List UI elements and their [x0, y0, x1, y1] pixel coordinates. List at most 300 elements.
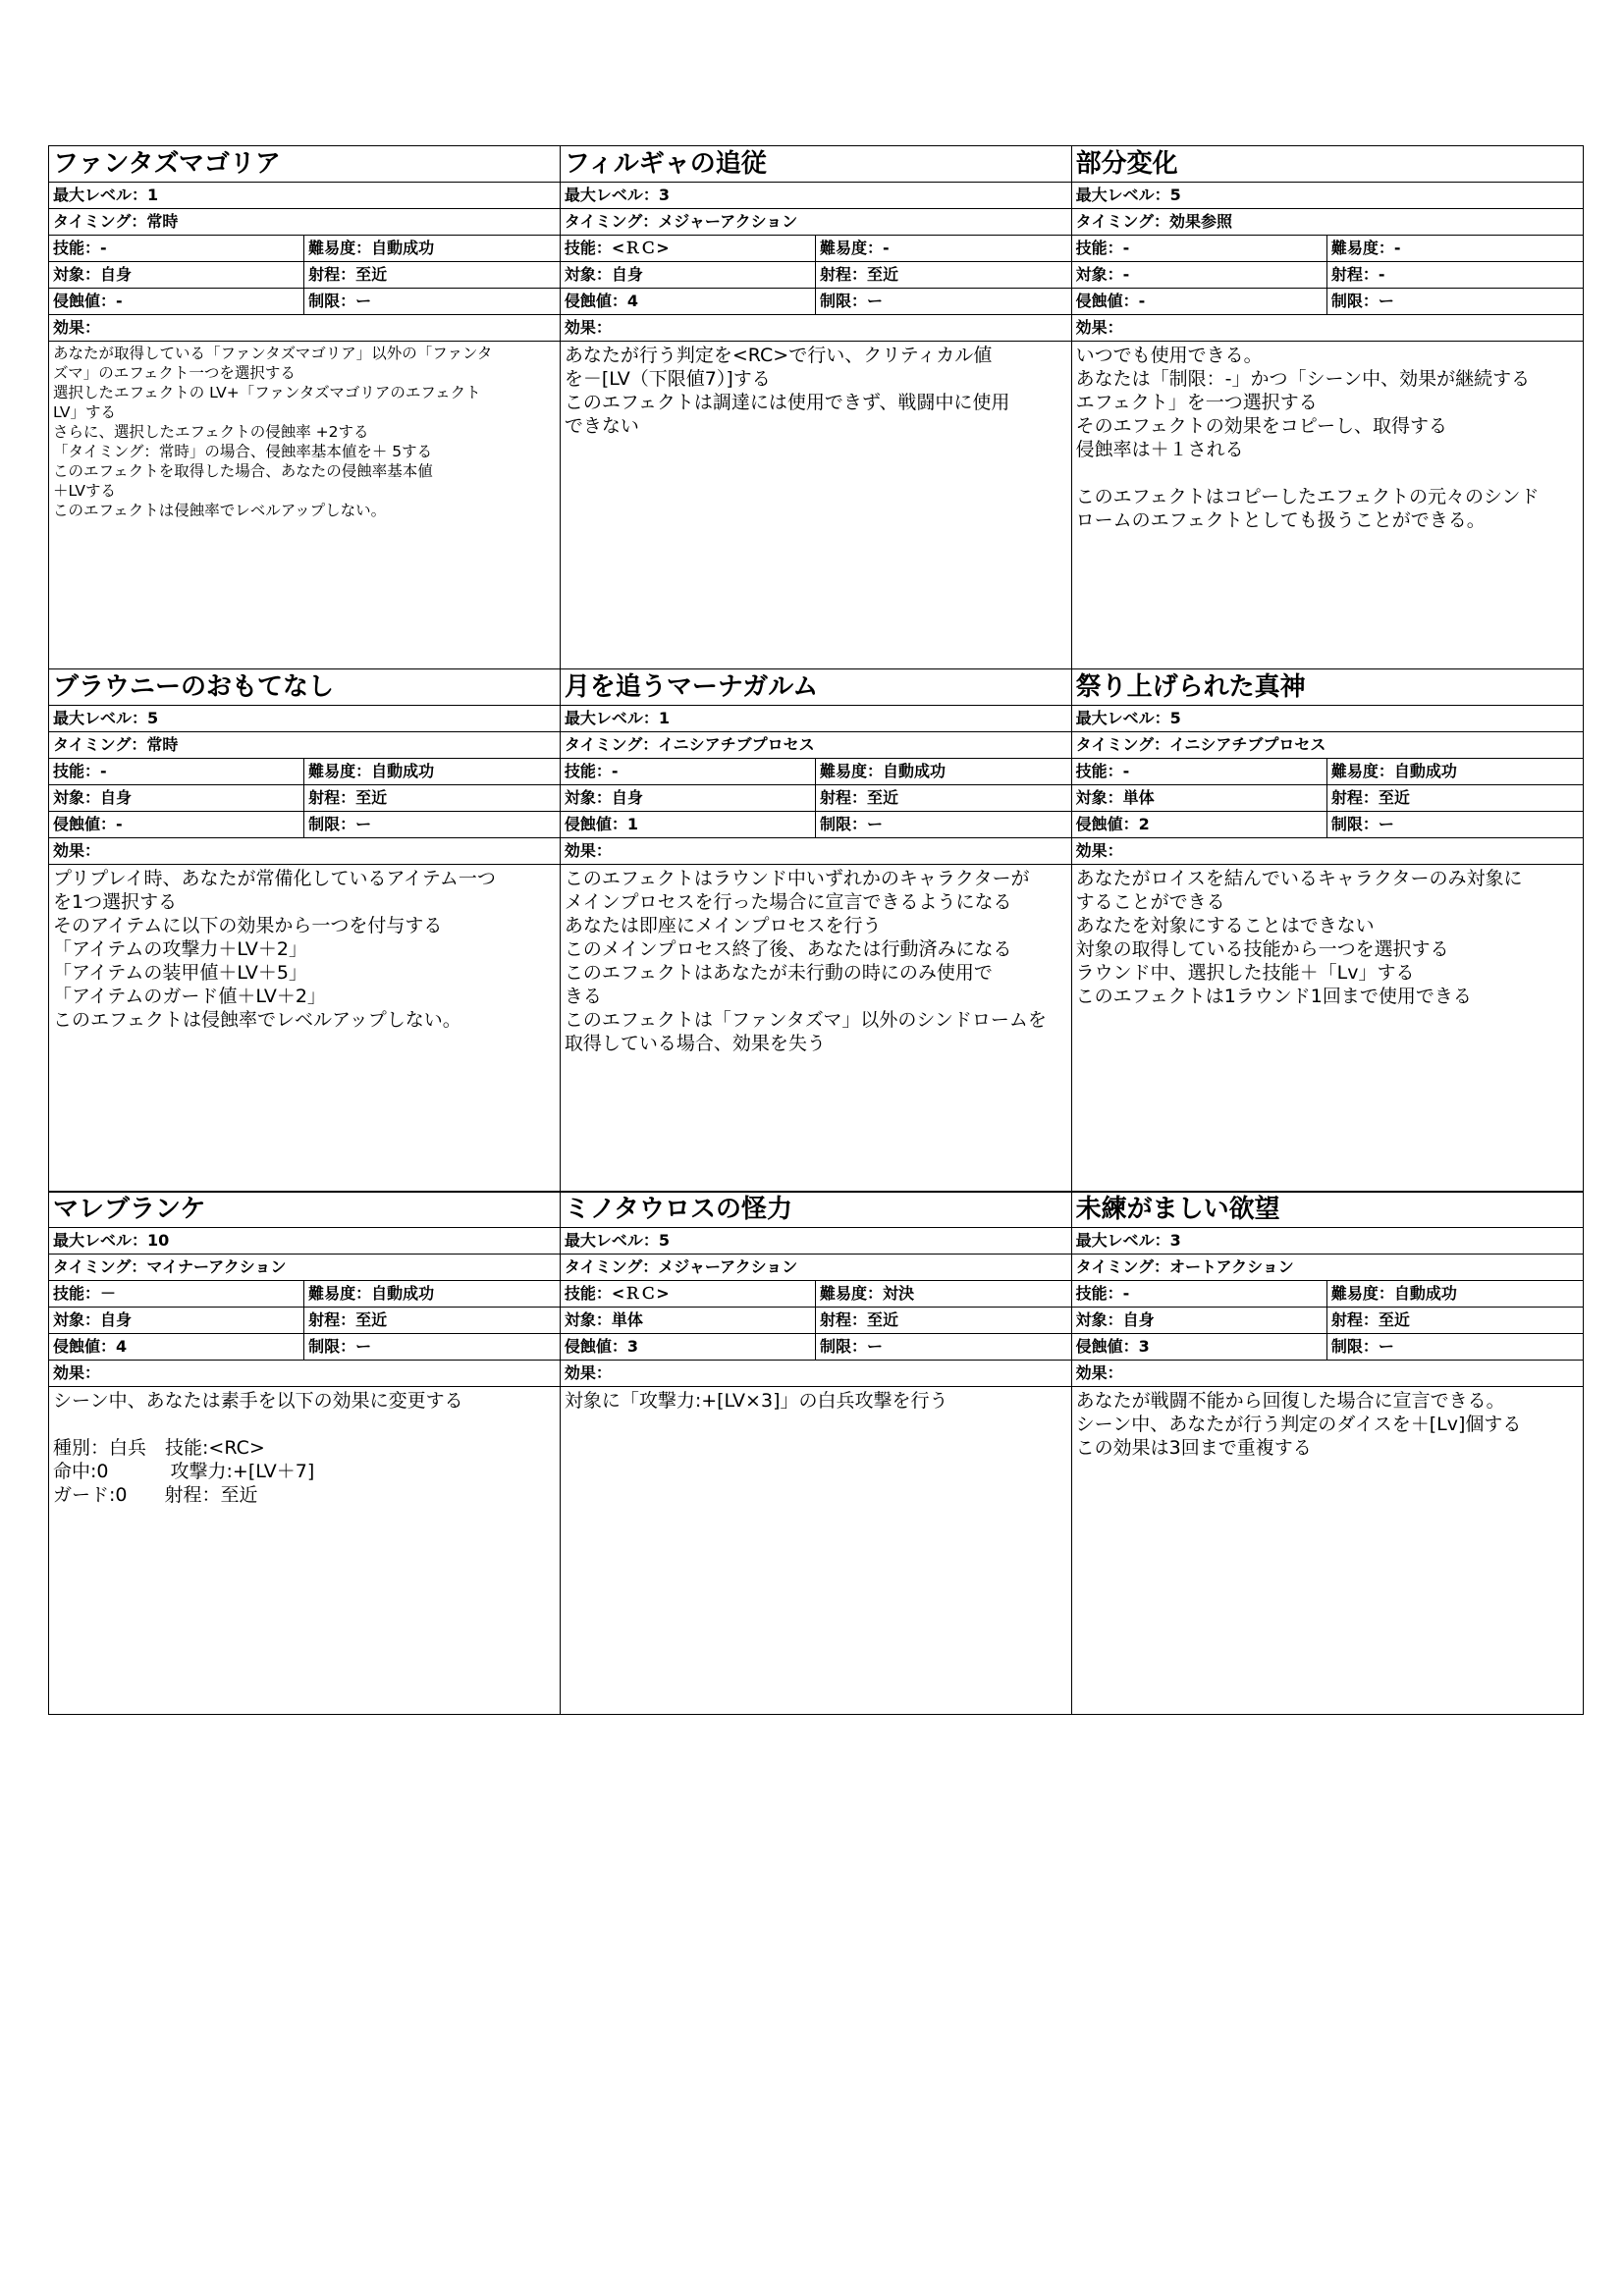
effect-text: [1072, 865, 1583, 1192]
max-level-label: 最大レベル：: [564, 708, 659, 727]
skill-difficulty-row: [561, 236, 1071, 262]
timing-value: オートアクション: [1169, 1257, 1294, 1276]
limit-cell: [1327, 289, 1583, 314]
effect-line: このエフェクトは1ラウンド1回まで使用できる: [1075, 985, 1472, 1007]
effect-name: マレブランケ: [49, 1192, 560, 1228]
limit-label: 制限：: [819, 1337, 867, 1356]
effect-line: ズマ」のエフェクト一つを選択する: [53, 364, 296, 382]
effect-card: [560, 1191, 1072, 1715]
effect-line: さらに、選択したエフェクトの侵蝕率 +2する: [53, 423, 369, 441]
range-cell: [1327, 1308, 1583, 1333]
target-label: 対象：: [53, 265, 101, 284]
limit-cell: [816, 812, 1071, 837]
effect-line: あなたが戦闘不能から回復した場合に宣言できる。: [1075, 1390, 1505, 1412]
skill-cell: [1072, 236, 1327, 261]
difficulty-cell: [1327, 236, 1583, 261]
erosion-value: 2: [1138, 814, 1150, 833]
erosion-limit-row: [1072, 289, 1583, 315]
erosion-label: 侵蝕値：: [564, 814, 627, 833]
erosion-label: 侵蝕値：: [1075, 814, 1139, 833]
target-value: 単体: [1122, 787, 1155, 807]
difficulty-value: 自動成功: [1393, 1284, 1457, 1303]
difficulty-cell: [304, 236, 560, 261]
effect-line: シーン中、あなたは素手を以下の効果に変更する: [53, 1390, 463, 1412]
limit-cell: [304, 289, 560, 314]
timing-row: [49, 732, 560, 759]
skill-value: -: [1122, 761, 1130, 780]
target-cell: [1072, 785, 1327, 811]
effect-line: このエフェクトは「ファンタズマ」以外のシンドロームを: [564, 1008, 1047, 1031]
limit-cell: [304, 1334, 560, 1360]
target-range-row: [1072, 262, 1583, 289]
range-label: 射程：: [819, 787, 867, 807]
difficulty-cell: [816, 759, 1071, 784]
effect-line: あなたは即座にメインプロセスを行う: [564, 914, 882, 936]
effect-line: シーン中、あなたが行う判定のダイスを＋[Lv]個する: [1075, 1414, 1522, 1435]
timing-row: [49, 209, 560, 236]
max-level-value: 5: [658, 1231, 670, 1250]
effect-text: [49, 342, 560, 668]
card-row: [48, 145, 1584, 669]
limit-cell: [304, 812, 560, 837]
timing-label: タイミング：: [564, 734, 659, 754]
effect-line: 「アイテムの攻撃力＋LV＋2」: [53, 937, 307, 960]
skill-label: 技能：: [1075, 761, 1123, 780]
difficulty-cell: [1327, 1281, 1583, 1307]
effect-text: [1072, 342, 1583, 668]
max-level-label: 最大レベル：: [564, 1231, 659, 1250]
erosion-label: 侵蝕値：: [1075, 1337, 1139, 1356]
card-row: [48, 1193, 1584, 1716]
limit-label: 制限：: [308, 814, 356, 833]
effect-line: を－[LV（下限値7）]する: [564, 368, 771, 390]
erosion-limit-row: [561, 1334, 1071, 1361]
erosion-limit-row: [1072, 812, 1583, 838]
range-value: 至近: [867, 265, 899, 284]
timing-row: [561, 1255, 1071, 1281]
erosion-limit-row: [49, 812, 560, 838]
target-range-row: [1072, 1308, 1583, 1334]
skill-value: －: [100, 1284, 117, 1303]
timing-value: メジャーアクション: [658, 212, 798, 231]
target-range-row: [561, 1308, 1071, 1334]
limit-value: ー: [355, 292, 372, 310]
effect-text: [49, 865, 560, 1192]
effect-line: ラウンド中、選択した技能＋「Lv」する: [1075, 961, 1415, 984]
effect-line: このエフェクトはラウンド中いずれかのキャラクターが: [564, 867, 1030, 889]
effect-name: 祭り上げられた真神: [1072, 669, 1583, 706]
timing-row: [561, 732, 1071, 759]
erosion-value: 3: [626, 1337, 638, 1356]
effect-label: 効果：: [49, 1361, 560, 1387]
skill-cell: [1072, 759, 1327, 784]
range-label: 射程：: [308, 787, 356, 807]
effect-text: [561, 342, 1071, 668]
erosion-label: 侵蝕値：: [564, 292, 627, 310]
effect-name: ミノタウロスの怪力: [561, 1192, 1071, 1228]
timing-label: タイミング：: [564, 1257, 659, 1276]
difficulty-label: 難易度：: [308, 1284, 372, 1303]
effect-label: 効果：: [49, 315, 560, 342]
skill-cell: [561, 236, 816, 261]
difficulty-label: 難易度：: [1330, 761, 1394, 780]
range-label: 射程：: [1330, 1310, 1379, 1329]
skill-value: <ＲＣ>: [611, 239, 670, 257]
timing-label: タイミング：: [53, 212, 147, 231]
effect-line: このエフェクトは侵蝕率でレベルアップしない。: [53, 502, 387, 519]
max-level-value: 5: [1169, 708, 1181, 727]
effect-line: プリプレイ時、あなたが常備化しているアイテム一つ: [53, 867, 496, 889]
difficulty-label: 難易度：: [308, 761, 372, 780]
max-level-row: [561, 706, 1071, 732]
difficulty-value: -: [883, 239, 890, 257]
timing-value: メジャーアクション: [658, 1257, 798, 1276]
erosion-label: 侵蝕値：: [53, 292, 117, 310]
effect-label: 効果：: [561, 1361, 1071, 1387]
effect-line: そのアイテムに以下の効果から一つを付与する: [53, 914, 443, 936]
max-level-row: [1072, 1228, 1583, 1255]
skill-cell: [1072, 1281, 1327, 1307]
effect-text: [561, 1387, 1071, 1714]
target-cell: [561, 262, 816, 288]
erosion-cell: [49, 1334, 304, 1360]
max-level-row: [1072, 706, 1583, 732]
target-label: 対象：: [564, 265, 612, 284]
effect-line: できない: [564, 415, 639, 437]
effect-line: ＋LVする: [53, 482, 117, 500]
effect-line: このエフェクトを取得した場合、あなたの侵蝕率基本値: [53, 462, 433, 480]
skill-value: -: [100, 239, 107, 257]
timing-label: タイミング：: [1075, 734, 1170, 754]
max-level-row: [49, 706, 560, 732]
target-cell: [1072, 262, 1327, 288]
limit-label: 制限：: [1330, 292, 1379, 310]
effect-line: 「アイテムの装甲値＋LV＋5」: [53, 961, 307, 984]
range-label: 射程：: [1330, 265, 1379, 284]
effect-line: 種別：白兵 技能:<RC>: [53, 1437, 265, 1459]
limit-value: ー: [1378, 1337, 1394, 1356]
max-level-value: 10: [147, 1231, 170, 1250]
target-range-row: [49, 1308, 560, 1334]
effect-card: [1071, 145, 1584, 669]
effect-label: 効果：: [1072, 315, 1583, 342]
target-label: 対象：: [564, 787, 612, 807]
effect-card: [1071, 1191, 1584, 1715]
effect-card: [48, 1191, 561, 1715]
effect-line: 「タイミング：常時」の場合、侵蝕率基本値を＋ 5する: [53, 443, 433, 460]
erosion-value: -: [1138, 292, 1146, 310]
effect-line: あなたが行う判定を<RC>で行い、クリティカル値: [564, 345, 993, 366]
target-label: 対象：: [1075, 265, 1123, 284]
effect-line: エフェクト」を一つ選択する: [1075, 392, 1318, 413]
effect-line: を1つ選択する: [53, 890, 178, 913]
target-value: 自身: [100, 1310, 133, 1329]
erosion-label: 侵蝕値：: [53, 1337, 117, 1356]
difficulty-value: 自動成功: [371, 239, 435, 257]
difficulty-value: 自動成功: [371, 1284, 435, 1303]
effect-line: 「アイテムのガード値＋LV＋2」: [53, 985, 326, 1007]
erosion-value: -: [116, 814, 123, 833]
limit-label: 制限：: [819, 814, 867, 833]
skill-label: 技能：: [53, 1284, 101, 1303]
target-value: 自身: [100, 265, 133, 284]
timing-value: 常時: [146, 734, 179, 754]
difficulty-cell: [1327, 759, 1583, 784]
max-level-label: 最大レベル：: [53, 1231, 148, 1250]
range-label: 射程：: [819, 1310, 867, 1329]
erosion-cell: [1072, 289, 1327, 314]
effect-name: 未練がましい欲望: [1072, 1192, 1583, 1228]
range-value: 至近: [1378, 1310, 1410, 1329]
target-range-row: [561, 785, 1071, 812]
difficulty-label: 難易度：: [819, 761, 883, 780]
target-cell: [49, 785, 304, 811]
max-level-row: [561, 183, 1071, 209]
timing-label: タイミング：: [1075, 1257, 1170, 1276]
effect-line: このエフェクトは調達には使用できず、戦闘中に使用: [564, 392, 1010, 413]
skill-label: 技能：: [1075, 1284, 1123, 1303]
max-level-label: 最大レベル：: [53, 708, 148, 727]
range-value: 至近: [867, 1310, 899, 1329]
effect-line: このメインプロセス終了後、あなたは行動済みになる: [564, 937, 1012, 960]
timing-label: タイミング：: [53, 734, 147, 754]
erosion-cell: [1072, 812, 1327, 837]
max-level-label: 最大レベル：: [1075, 708, 1170, 727]
skill-label: 技能：: [53, 761, 101, 780]
skill-cell: [561, 759, 816, 784]
difficulty-label: 難易度：: [819, 1284, 883, 1303]
target-value: 自身: [1122, 1310, 1155, 1329]
skill-value: -: [1122, 1284, 1130, 1303]
skill-difficulty-row: [1072, 236, 1583, 262]
effect-label: 効果：: [561, 838, 1071, 865]
timing-row: [1072, 1255, 1583, 1281]
difficulty-label: 難易度：: [1330, 1284, 1394, 1303]
timing-value: 常時: [146, 212, 179, 231]
limit-value: ー: [1378, 814, 1394, 833]
effect-card: [48, 668, 561, 1193]
range-value: 至近: [355, 265, 388, 284]
effect-line: ロームのエフェクトとしても扱うことができる。: [1075, 509, 1486, 531]
skill-value: <ＲＣ>: [611, 1284, 670, 1303]
skill-label: 技能：: [53, 239, 101, 257]
blank-line: [1076, 461, 1579, 485]
limit-cell: [1327, 812, 1583, 837]
effect-line: このエフェクトはコピーしたエフェクトの元々のシンド: [1075, 486, 1540, 507]
effect-text: [49, 1387, 560, 1714]
skill-difficulty-row: [1072, 1281, 1583, 1308]
limit-value: ー: [867, 814, 884, 833]
effect-line: 命中:0 攻撃力:+[LV＋7]: [53, 1461, 315, 1482]
skill-cell: [49, 759, 304, 784]
effect-text: [1072, 1387, 1583, 1714]
effect-label: 効果：: [561, 315, 1071, 342]
effect-line: 侵蝕率は＋１される: [1075, 439, 1244, 460]
range-label: 射程：: [1330, 787, 1379, 807]
effect-name: フィルギャの追従: [561, 146, 1071, 183]
timing-value: マイナーアクション: [146, 1257, 287, 1276]
effect-text: [561, 865, 1071, 1192]
difficulty-cell: [816, 236, 1071, 261]
erosion-value: 4: [116, 1337, 128, 1356]
max-level-row: [561, 1228, 1071, 1255]
timing-label: タイミング：: [564, 212, 659, 231]
erosion-cell: [561, 812, 816, 837]
max-level-row: [1072, 183, 1583, 209]
target-cell: [561, 785, 816, 811]
difficulty-cell: [304, 759, 560, 784]
effect-line: 対象の取得している技能から一つを選択する: [1075, 937, 1449, 960]
timing-label: タイミング：: [1075, 212, 1170, 231]
blank-line: [53, 1413, 556, 1436]
target-cell: [49, 1308, 304, 1333]
range-cell: [304, 785, 560, 811]
effect-line: 対象に「攻撃力:+[LV×3]」の白兵攻撃を行う: [564, 1390, 948, 1412]
range-value: 至近: [1378, 787, 1410, 807]
target-range-row: [49, 262, 560, 289]
limit-value: ー: [867, 292, 884, 310]
erosion-value: 4: [626, 292, 638, 310]
effect-card: [560, 668, 1072, 1193]
effect-line: 取得している場合、効果を失う: [564, 1032, 826, 1054]
max-level-row: [49, 1228, 560, 1255]
difficulty-label: 難易度：: [308, 239, 372, 257]
effect-name: 部分変化: [1072, 146, 1583, 183]
limit-label: 制限：: [1330, 1337, 1379, 1356]
target-label: 対象：: [53, 1310, 101, 1329]
effect-line: することができる: [1075, 890, 1225, 913]
range-cell: [816, 1308, 1071, 1333]
erosion-limit-row: [49, 289, 560, 315]
timing-row: [1072, 209, 1583, 236]
skill-label: 技能：: [564, 1284, 612, 1303]
difficulty-value: -: [1393, 239, 1401, 257]
effect-line: LV」する: [53, 403, 117, 421]
skill-value: -: [611, 761, 619, 780]
difficulty-label: 難易度：: [819, 239, 883, 257]
effect-label: 効果：: [1072, 838, 1583, 865]
effect-label: 効果：: [49, 838, 560, 865]
limit-label: 制限：: [308, 292, 356, 310]
effect-line: このエフェクトは侵蝕率でレベルアップしない。: [53, 1008, 461, 1031]
erosion-value: -: [116, 292, 123, 310]
erosion-cell: [49, 289, 304, 314]
effect-card: [1071, 668, 1584, 1193]
range-cell: [1327, 262, 1583, 288]
range-label: 射程：: [308, 265, 356, 284]
limit-label: 制限：: [1330, 814, 1379, 833]
timing-row: [49, 1255, 560, 1281]
skill-difficulty-row: [49, 759, 560, 785]
effect-line: ガード:0 射程：至近: [53, 1484, 258, 1506]
difficulty-value: 自動成功: [883, 761, 947, 780]
max-level-row: [49, 183, 560, 209]
effect-card: [560, 145, 1072, 669]
effect-card-sheet: [48, 145, 1584, 1715]
erosion-limit-row: [49, 1334, 560, 1361]
effect-line: この効果は3回まで重複する: [1075, 1437, 1312, 1459]
timing-label: タイミング：: [53, 1257, 147, 1276]
skill-difficulty-row: [561, 1281, 1071, 1308]
limit-cell: [816, 1334, 1071, 1360]
range-value: 至近: [867, 787, 899, 807]
effect-line: あなたがロイスを結んでいるキャラクターのみ対象に: [1075, 867, 1523, 889]
skill-value: -: [100, 761, 107, 780]
target-cell: [1072, 1308, 1327, 1333]
timing-row: [1072, 732, 1583, 759]
max-level-value: 1: [658, 708, 670, 727]
effect-line: いつでも使用できる。: [1075, 345, 1263, 366]
skill-label: 技能：: [1075, 239, 1123, 257]
skill-difficulty-row: [49, 236, 560, 262]
skill-value: -: [1122, 239, 1130, 257]
limit-value: ー: [1378, 292, 1394, 310]
erosion-limit-row: [561, 289, 1071, 315]
timing-row: [561, 209, 1071, 236]
target-range-row: [1072, 785, 1583, 812]
erosion-value: 3: [1138, 1337, 1150, 1356]
range-value: -: [1378, 265, 1385, 284]
difficulty-label: 難易度：: [1330, 239, 1394, 257]
limit-label: 制限：: [819, 292, 867, 310]
limit-cell: [816, 289, 1071, 314]
effect-line: きる: [564, 985, 602, 1007]
target-label: 対象：: [1075, 787, 1123, 807]
max-level-label: 最大レベル：: [1075, 186, 1170, 204]
range-value: 至近: [355, 787, 388, 807]
skill-cell: [49, 1281, 304, 1307]
erosion-label: 侵蝕値：: [1075, 292, 1139, 310]
erosion-label: 侵蝕値：: [564, 1337, 627, 1356]
skill-difficulty-row: [49, 1281, 560, 1308]
effect-name: ブラウニーのおもてなし: [49, 669, 560, 706]
erosion-cell: [561, 1334, 816, 1360]
effect-line: あなたが取得している「ファンタズマゴリア」以外の「ファンタ: [53, 345, 493, 362]
range-cell: [1327, 785, 1583, 811]
max-level-value: 3: [1169, 1231, 1181, 1250]
max-level-label: 最大レベル：: [53, 186, 148, 204]
target-cell: [49, 262, 304, 288]
target-range-row: [49, 785, 560, 812]
erosion-cell: [561, 289, 816, 314]
target-value: 単体: [611, 1310, 643, 1329]
effect-line: あなたを対象にすることはできない: [1075, 914, 1375, 936]
effect-card: [48, 145, 561, 669]
max-level-value: 3: [658, 186, 670, 204]
target-value: 自身: [611, 787, 643, 807]
skill-cell: [49, 236, 304, 261]
range-cell: [816, 262, 1071, 288]
effect-line: 選択したエフェクトの LV+「ファンタズマゴリアのエフェクト: [53, 384, 481, 401]
target-value: -: [1122, 265, 1130, 284]
target-label: 対象：: [564, 1310, 612, 1329]
skill-label: 技能：: [564, 761, 612, 780]
difficulty-value: 自動成功: [1393, 761, 1457, 780]
card-row: [48, 669, 1584, 1193]
effect-line: このエフェクトはあなたが未行動の時にのみ使用で: [564, 961, 993, 984]
erosion-limit-row: [1072, 1334, 1583, 1361]
skill-cell: [561, 1281, 816, 1307]
range-cell: [816, 785, 1071, 811]
range-cell: [304, 262, 560, 288]
difficulty-cell: [816, 1281, 1071, 1307]
limit-value: ー: [867, 1337, 884, 1356]
effect-line: そのエフェクトの効果をコピーし、取得する: [1075, 415, 1447, 437]
effect-label: 効果：: [1072, 1361, 1583, 1387]
target-value: 自身: [611, 265, 643, 284]
erosion-label: 侵蝕値：: [53, 814, 117, 833]
target-value: 自身: [100, 787, 133, 807]
